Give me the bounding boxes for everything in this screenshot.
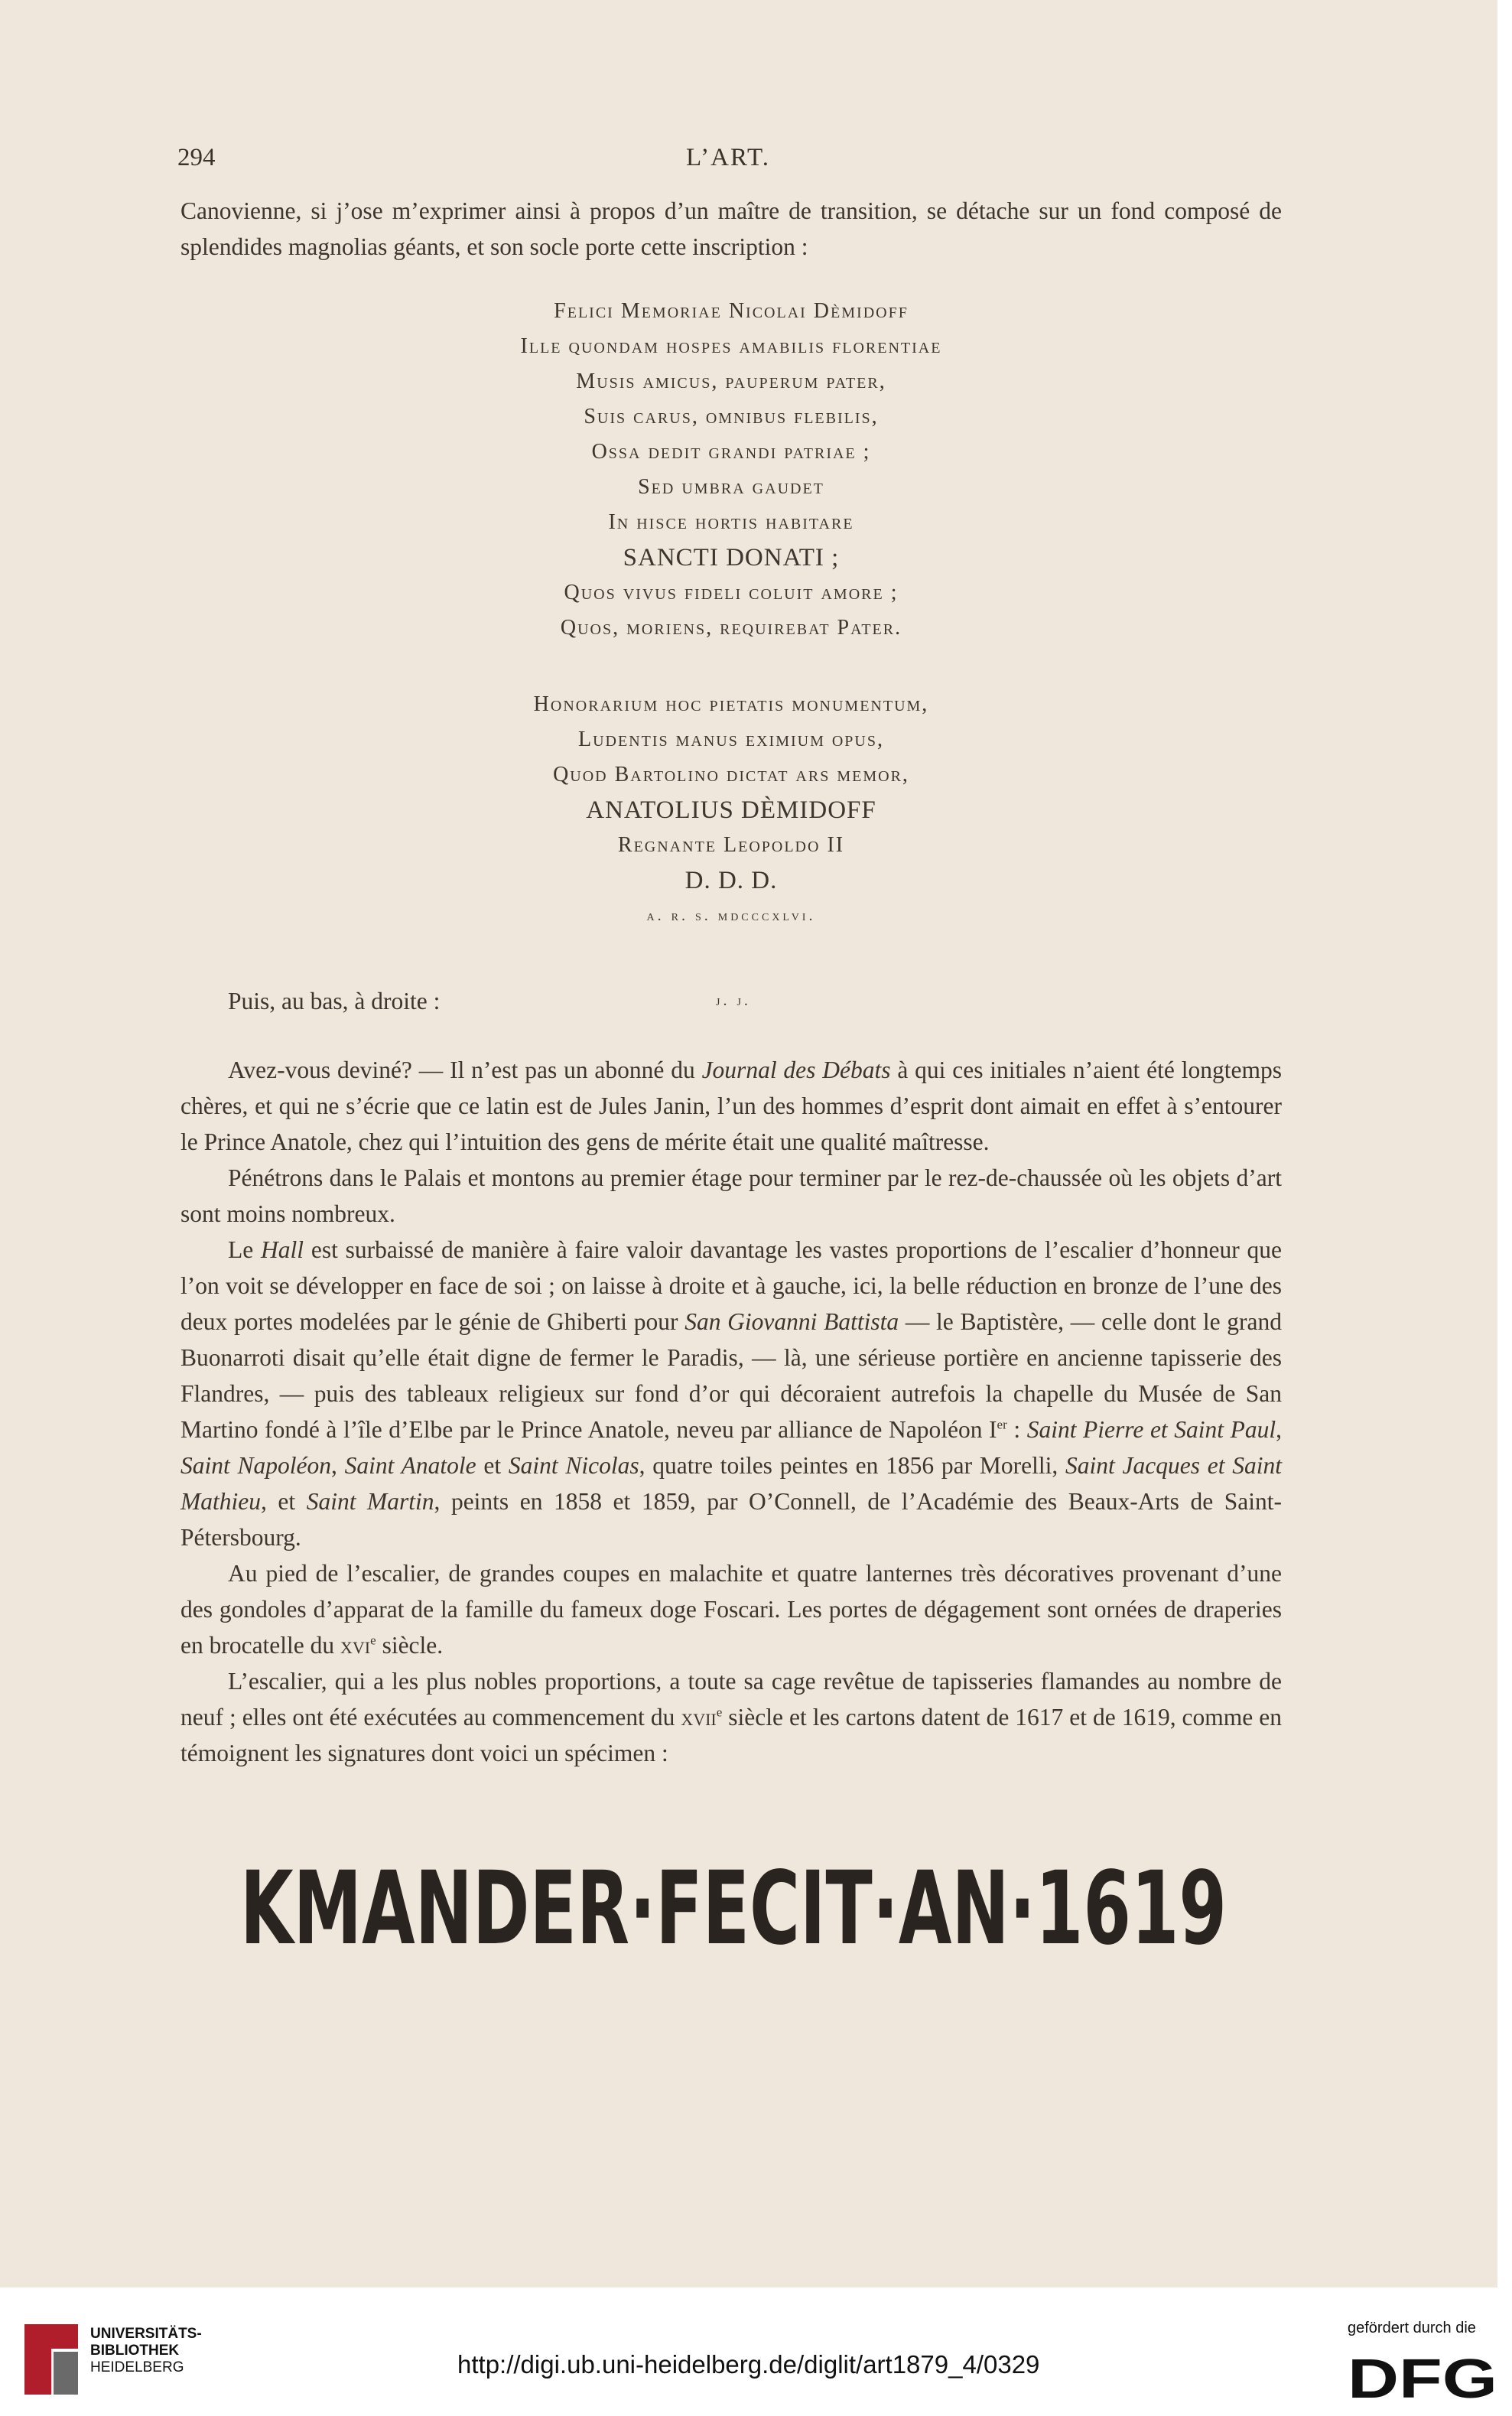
paragraph-4: Au pied de l’escalier, de grandes coupes en malachite et quatre lanternes très décoratives provenant d’une des gondoles d’apparat de la famille du fameux doge Foscari. Les portes de dégagement sont ornées de draperies en brocatelle du xvi$^e$ siècle.: [180, 1560, 1282, 1659]
paragraph-2: Pénétrons dans le Palais et montons au premier étage pour terminer par le rez-de-chaussée où les objets d’art sont moins nombreux.: [180, 1164, 1282, 1227]
inscription-line: Quos, moriens, requirebat Pater.: [560, 616, 902, 640]
inscription-line: D. D. D.: [684, 867, 778, 894]
inscription-line: Quod Bartolino dictat ars memor,: [553, 763, 909, 786]
scan-border: [1497, 0, 1512, 2295]
svg-text:DFG: DFG: [1348, 2352, 1497, 2402]
initials: j. j.: [716, 992, 751, 1009]
intro-paragraph: [180, 193, 1282, 265]
inscription-line: Ille quondam hospes amabilis florentiae: [520, 334, 942, 358]
inscription-line: a. r. s. mdcccxlvi.: [646, 907, 816, 924]
inscription-first: [180, 294, 1282, 646]
inscription-second: [180, 687, 1282, 933]
inscription-line: Quos vivus fideli coluit amore ;: [564, 581, 899, 604]
dfg-logo-icon: [1348, 2352, 1497, 2402]
inscription-line: Sed umbra gaudet: [638, 475, 824, 499]
puis-line: [228, 983, 1222, 1019]
inscription-line: ANATOLIUS DÈMIDOFF: [586, 796, 876, 824]
puis-text: Puis, au bas, à droite :: [228, 988, 441, 1014]
body-text: [180, 1052, 1282, 1771]
inscription-line: Ossa dedit grandi patriae ;: [591, 440, 871, 464]
page-number: 294: [177, 144, 216, 171]
intro-text: Canovienne, si j’ose m’exprimer ainsi à propos d’un maître de transition, se détache sur un fond composé de splendides magnolias géants, et son socle porte cette inscription :: [180, 197, 1282, 260]
inscription-line: Felici Memoriae Nicolai Dèmidoff: [554, 299, 909, 323]
university-seal-icon: [17, 2318, 86, 2402]
inscription-line: Honorarium hoc pietatis monumentum,: [533, 692, 929, 716]
footer-bar: [0, 2287, 1512, 2416]
sponsor-label: gefördert durch die: [1348, 2320, 1476, 2336]
inscription-line: Suis carus, omnibus flebilis,: [584, 405, 879, 428]
permalink[interactable]: http://digi.ub.uni-heidelberg.de/diglit/art1879_4/0329: [457, 2350, 1040, 2379]
paragraph-3: Le Hall est surbaissé de manière à faire valoir davantage les vastes proportions de l’escalier d’honneur que l’on voit se développer en face de soi ; on laisse à droite et à gauche, ici, la belle réduction en bronze de l’une des deux portes modelées par le génie de Ghiberti pour San Giovanni Battista — le Baptistère, — celle dont le grand Buonarroti disait qu’elle était digne de fermer le Paradis, — là, une sérieuse portière en ancienne tapisserie des Flandres, — puis des tableaux religieux sur fond d’or qui décoraient autrefois la chapelle du Musée de San Martino fondé à l’île d’Elbe par le Prince Anatole, neveu par alliance de Napoléon Ier : Saint Pierre et Saint Paul, Saint Napoléon, Saint Anatole et Saint Nicolas, quatre toiles peintes en 1856 par Morelli, Saint Jacques et Saint Mathieu, et Saint Martin, peints en 1858 et 1859, par O’Connell, de l’Académie des Beaux-Arts de Saint-Pétersbourg.: [180, 1236, 1283, 1551]
inscription-line: In hisce hortis habitare: [608, 510, 854, 534]
inscription-line: Musis amicus, pauperum pater,: [576, 370, 886, 393]
running-title: L’ART.: [686, 144, 770, 171]
tapestry-signature: [240, 1858, 1234, 1957]
inscription-line: SANCTI DONATI ;: [623, 544, 840, 571]
paragraph-5: L’escalier, qui a les plus nobles proportions, a toute sa cage revêtue de tapisseries flamandes au nombre de neuf ; elles ont été exécutées au commencement du xvii$^e$ siècle et les cartons datent de 1617 et de 1619, comme en témoignent les signatures dont voici un spécimen :: [180, 1668, 1282, 1766]
paragraph-1: Avez-vous deviné? — Il n’est pas un abonné du Journal des Débats à qui ces initiales n’aient été longtemps chères, et qui ne s’écrie que ce latin est de Jules Janin, l’un des hommes d’esprit dont aimait en effet à s’entourer le Prince Anatole, chez qui l’intuition des gens de mérite était une qualité maîtresse.: [180, 1057, 1282, 1155]
inscription-line: Regnante Leopoldo II: [617, 833, 845, 857]
journal-title: Journal des Débats: [701, 1057, 891, 1083]
inscription-line: Ludentis manus eximium opus,: [577, 728, 884, 751]
university-name: UNIVERSITÄTS- BIBLIOTHEK HEIDELBERG: [90, 2326, 202, 2375]
signature-text: KMANDER·FECIT·AN·1619: [240, 1858, 1227, 1957]
